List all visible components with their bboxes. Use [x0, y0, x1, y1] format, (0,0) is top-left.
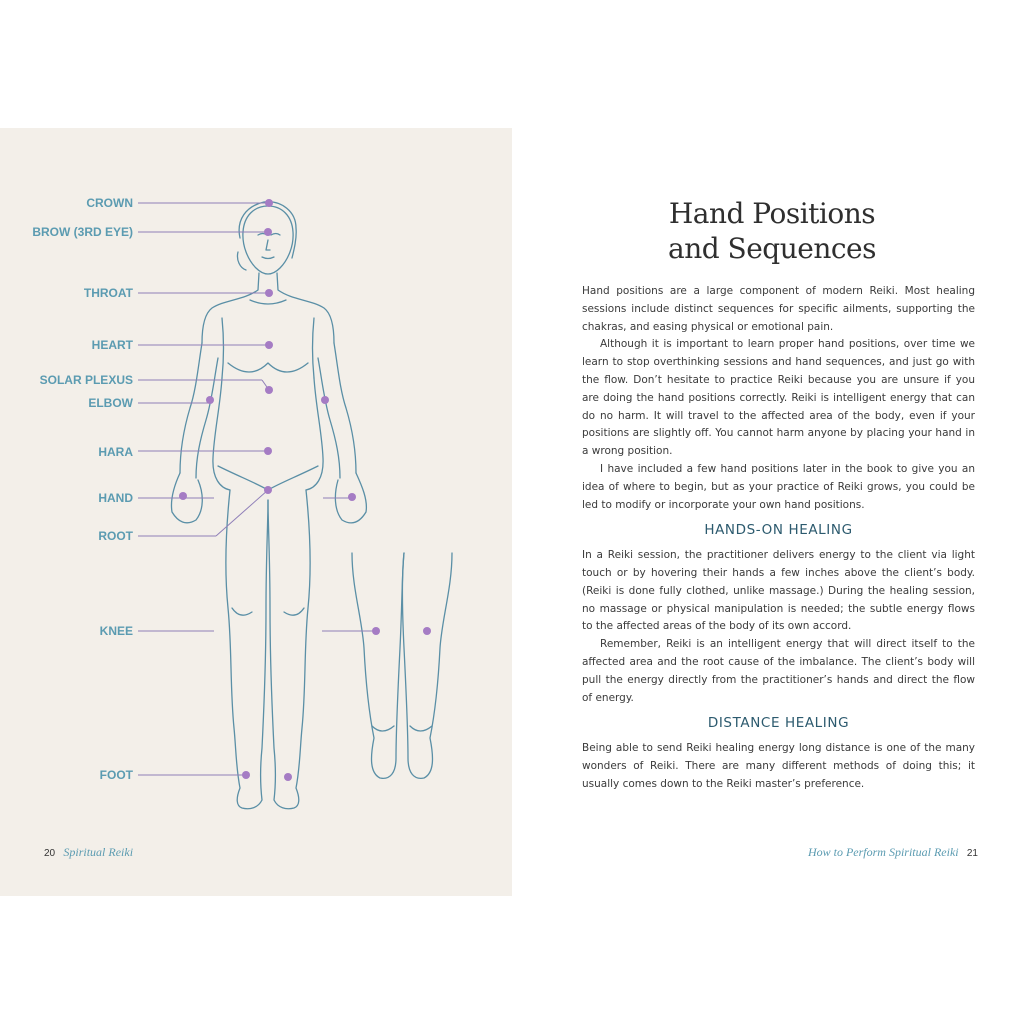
label-solar-plexus: SOLAR PLEXUS [39, 373, 133, 387]
label-throat: THROAT [83, 286, 133, 300]
head-outline [237, 202, 296, 274]
page-number-right: 21 [966, 848, 978, 859]
leader-root-diag [216, 490, 268, 536]
paragraph: Hand positions are a large component of modern Reiki. Most healing sessions include distinct sequences for specific ailments, supporting the chakras, and easing physical or emotional pain. [582, 285, 975, 333]
page-title [592, 196, 952, 266]
dot-foot-left [242, 771, 250, 779]
label-root: ROOT [98, 529, 133, 543]
dot-brow [264, 228, 272, 236]
paragraph: Being able to send Reiki healing energy long distance is one of the many wonders of Reiki. There are many different methods of doing this; it usually comes down to the Reiki master’s preference. [582, 742, 975, 790]
title-line-2: and Sequences [668, 232, 876, 265]
right-page [512, 128, 1024, 896]
dot-elbow-right [321, 396, 329, 404]
section-heading-distance: DISTANCE HEALING [707, 715, 850, 732]
title-line-1: Hand Positions [668, 197, 876, 230]
left-folio [44, 845, 133, 860]
section-heading-hands-on: HANDS-ON HEALING [704, 522, 853, 539]
paragraph: Remember, Reiki is an intelligent energy that will direct itself to the affected area and the root cause of the imbalance. The client’s body will pull the energy directly from the practitioner’s hands and direct the flow of energy. [582, 638, 975, 704]
dot-heart [265, 341, 273, 349]
body-text [582, 283, 975, 794]
dot-throat [265, 289, 273, 297]
paragraph: Although it is important to learn proper hand positions, over time we learn to stop overthinking sessions and hand sequences, and just go with the flow. Don’t hesitate to practice Reiki because you are unsure if you are doing the hand positions correctly. Reiki is intelligent energy that can do no harm. It will travel to the affected area of the body, even if your positions are slightly off. You cannot harm anyone by placing your hand in a wrong position. [582, 338, 975, 458]
running-head-left: Spiritual Reiki [63, 845, 134, 859]
label-hara: HARA [98, 445, 133, 459]
label-hand: HAND [98, 491, 133, 505]
label-elbow: ELBOW [88, 396, 133, 410]
right-folio [808, 845, 978, 860]
dot-elbow-left [206, 396, 214, 404]
dot-solar-plexus [265, 386, 273, 394]
page-number-left: 20 [44, 848, 56, 859]
dot-knee-back-left [372, 627, 380, 635]
dot-hand-left [179, 492, 187, 500]
label-heart: HEART [91, 338, 133, 352]
dot-crown [265, 199, 273, 207]
dot-knee-back-right [423, 627, 431, 635]
label-crown: CROWN [86, 196, 133, 210]
label-foot: FOOT [99, 768, 133, 782]
paragraph: In a Reiki session, the practitioner delivers energy to the client via light touch or by hovering their hands a few inches above the client’s body. (Reiki is done fully clothed, unlike massage.) During the healing session, no massage or physical manipulation is needed; the subtle energy flows to the affected areas of the body of its own accord. [582, 549, 975, 633]
running-head-right: How to Perform Spiritual Reiki [807, 845, 959, 859]
dot-root [264, 486, 272, 494]
body-diagram [0, 128, 512, 896]
dot-hand-right [348, 493, 356, 501]
dot-foot-right [284, 773, 292, 781]
dot-hara [264, 447, 272, 455]
paragraph: I have included a few hand positions later in the book to give you an idea of where to begin, but as your practice of Reiki grows, you could be led to modify or incorporate your own hand positions. [582, 462, 975, 511]
label-knee: KNEE [99, 624, 133, 638]
left-page [0, 128, 512, 896]
label-brow: BROW (3RD EYE) [32, 225, 133, 239]
